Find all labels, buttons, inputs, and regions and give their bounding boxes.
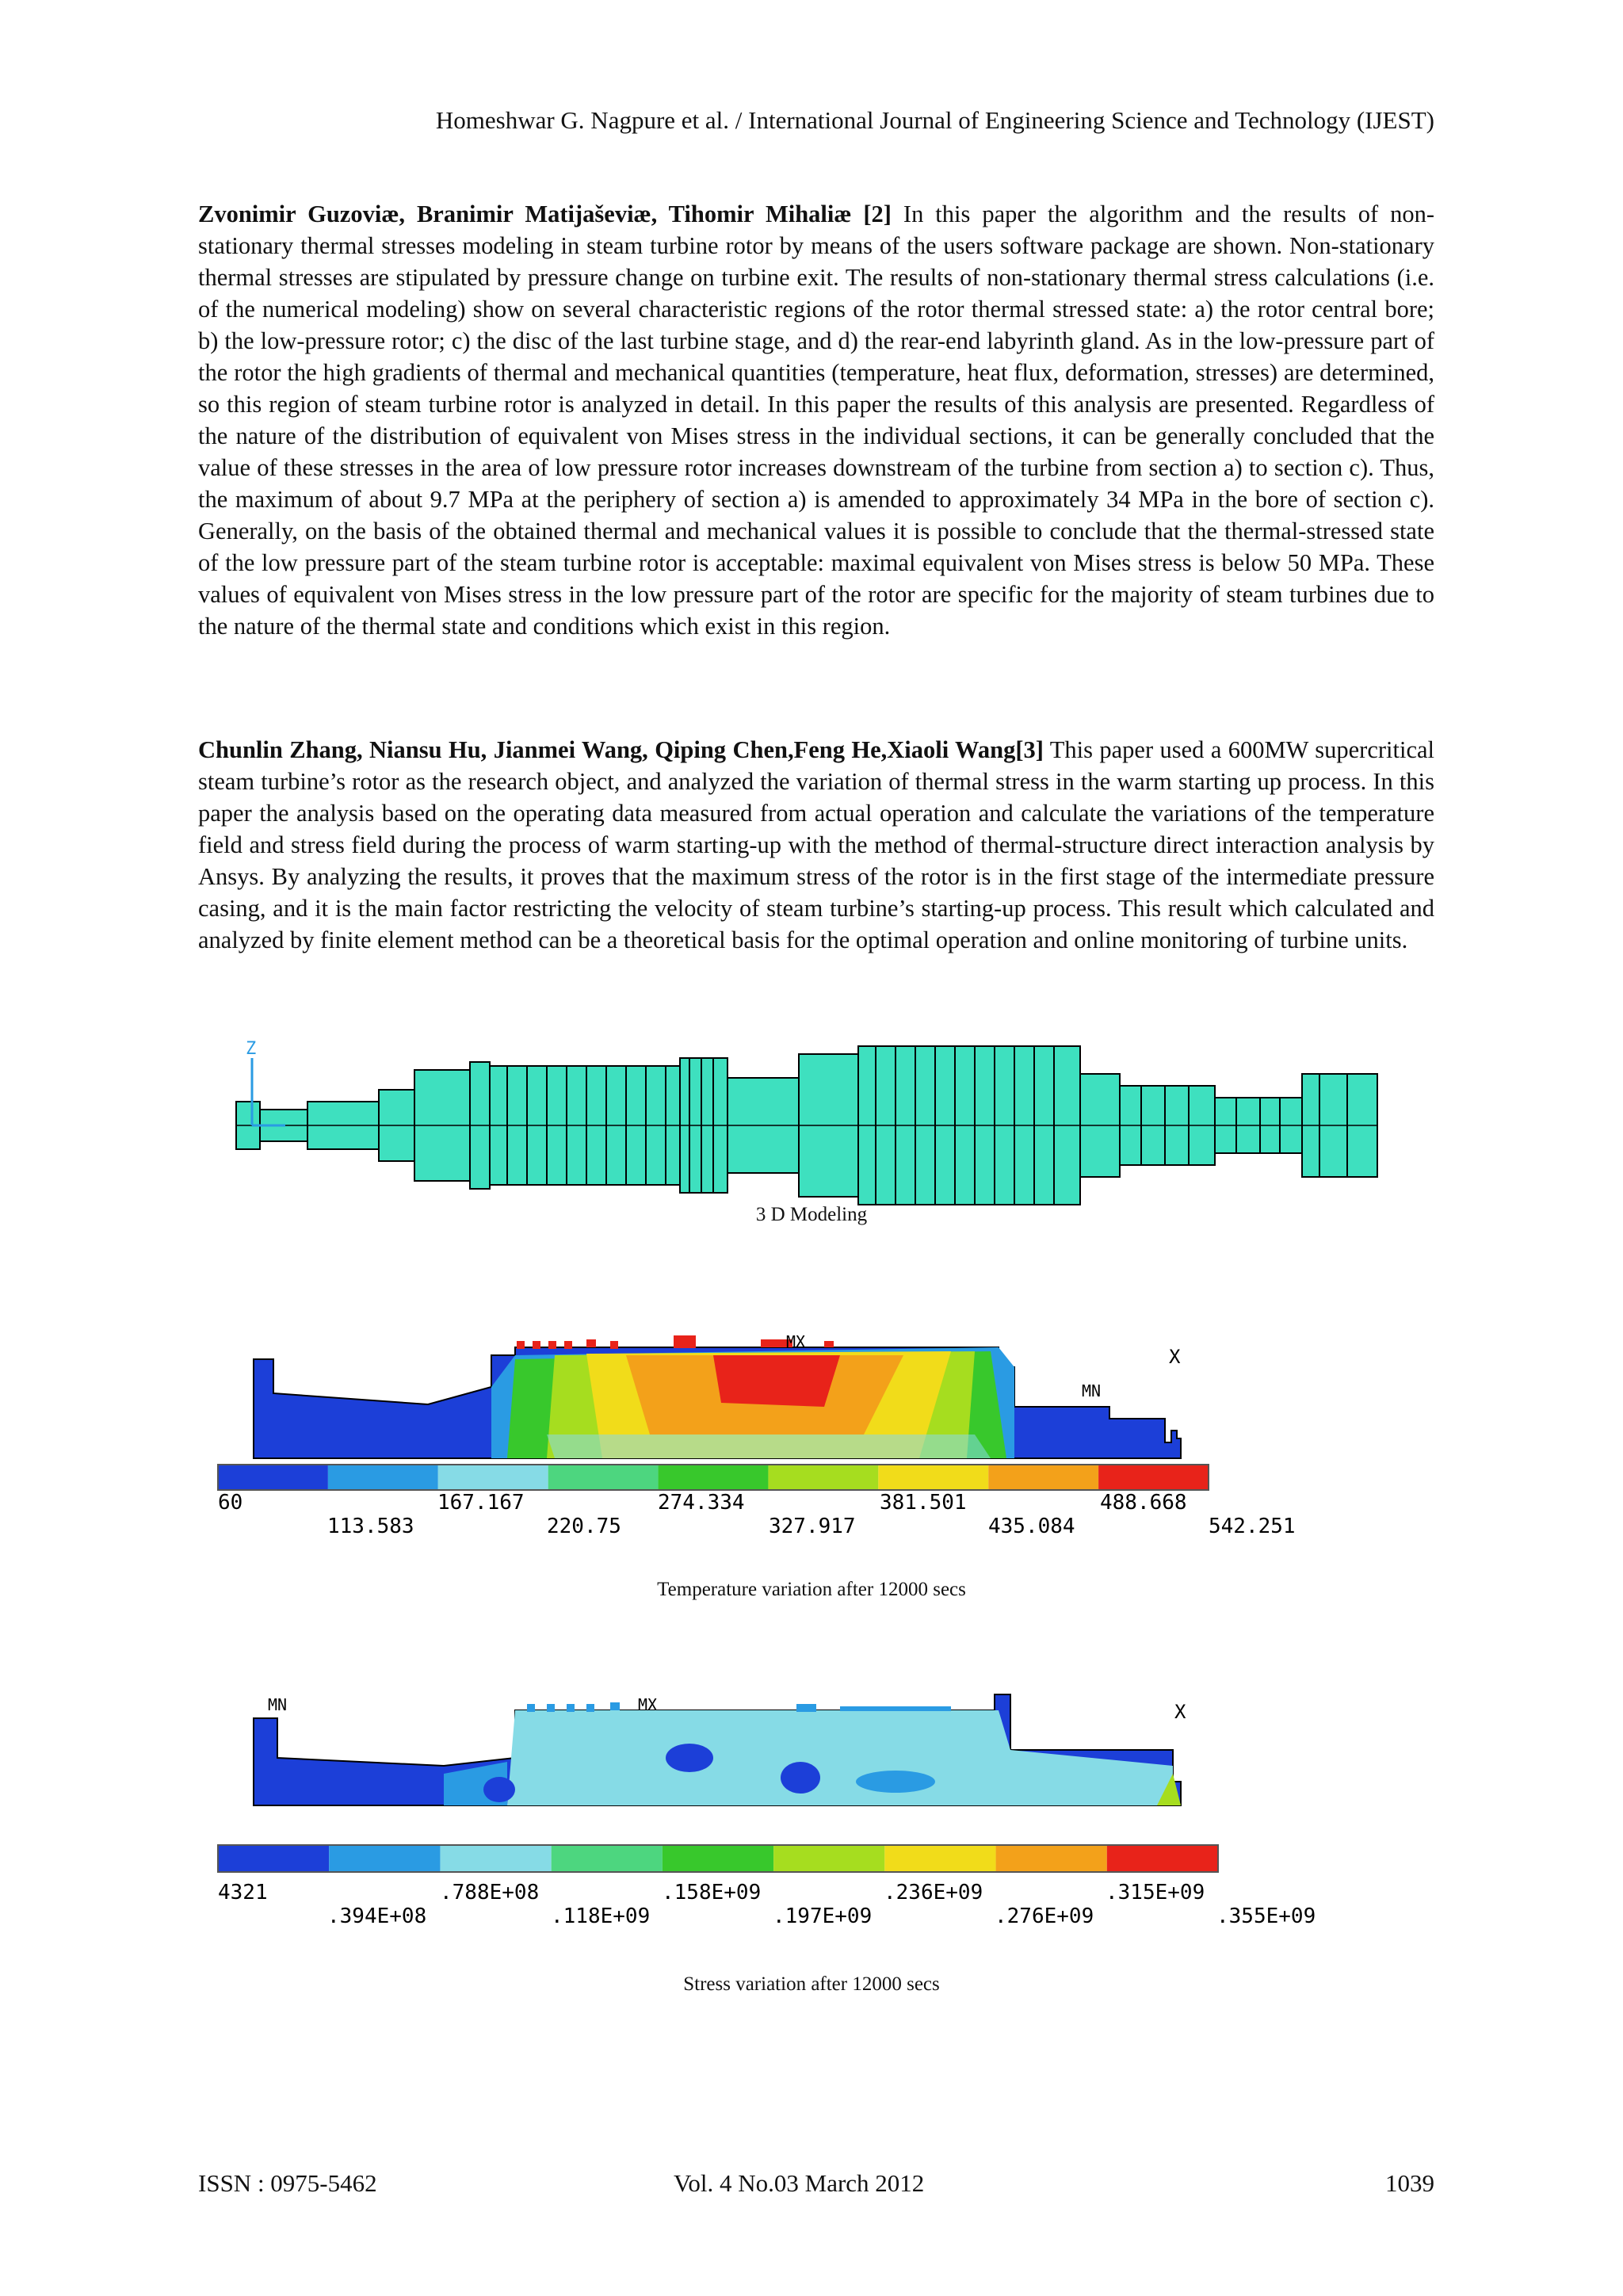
legend-swatch — [1098, 1465, 1209, 1490]
axis-label-x: X — [1169, 1346, 1181, 1368]
legend-label: 381.501 — [880, 1491, 967, 1515]
legend-swatch — [548, 1465, 659, 1490]
min-label: MN — [268, 1695, 288, 1714]
legend-label: .276E+09 — [995, 1904, 1094, 1928]
legend-label: 488.668 — [1100, 1491, 1187, 1515]
legend-swatch — [996, 1845, 1107, 1872]
axis-label-x: X — [1174, 1701, 1186, 1723]
legend-label: 220.75 — [547, 1515, 621, 1538]
figure-stress — [0, 1687, 1623, 1940]
legend-label: 113.583 — [327, 1515, 414, 1538]
axis-label-z: Z — [246, 1039, 257, 1059]
legend-label: 4321 — [218, 1881, 268, 1904]
figure-caption-temperature: Temperature variation after 12000 secs — [657, 1579, 966, 1600]
legend-swatch — [329, 1845, 440, 1872]
stress-legend-labels — [218, 1881, 1316, 1928]
legend-label: 274.334 — [658, 1491, 745, 1515]
footer-volume: Vol. 4 No.03 March 2012 — [674, 2169, 925, 2197]
legend-label: .394E+08 — [327, 1904, 427, 1928]
paragraph-zhang — [198, 734, 1434, 956]
legend-label: .788E+08 — [440, 1881, 540, 1904]
stress-legend-bar — [218, 1845, 1218, 1872]
legend-swatch — [773, 1845, 884, 1872]
legend-swatch — [440, 1845, 551, 1872]
legend-label: 60 — [218, 1491, 243, 1515]
legend-label: .315E+09 — [1106, 1881, 1205, 1904]
legend-swatch — [438, 1465, 548, 1490]
running-head: Homeshwar G. Nagpure et al. / International Journal of Engineering Science and Technology (IJEST) — [435, 106, 1434, 134]
paragraph-guzovic — [198, 198, 1434, 642]
footer-page-number: 1039 — [1385, 2169, 1434, 2197]
min-label: MN — [1082, 1381, 1102, 1400]
legend-swatch — [884, 1845, 995, 1872]
legend-label: .197E+09 — [773, 1904, 873, 1928]
legend-swatch — [328, 1465, 438, 1490]
legend-label: .355E+09 — [1216, 1904, 1316, 1928]
legend-swatch — [552, 1845, 663, 1872]
paragraph-authors: Zvonimir Guzoviæ, Branimir Matijaševiæ, Tihomir Mihaliæ [2] — [198, 201, 892, 227]
legend-swatch — [768, 1465, 878, 1490]
legend-swatch — [878, 1465, 988, 1490]
legend-label: 435.084 — [988, 1515, 1075, 1538]
legend-swatch — [218, 1845, 329, 1872]
footer-issn: ISSN : 0975-5462 — [198, 2169, 377, 2197]
legend-swatch — [659, 1465, 769, 1490]
temperature-contour-plot — [0, 1331, 1623, 1538]
legend-label: .118E+09 — [551, 1904, 651, 1928]
legend-swatch — [663, 1845, 773, 1872]
legend-label: 542.251 — [1209, 1515, 1296, 1538]
legend-label: .158E+09 — [662, 1881, 762, 1904]
figure-caption-stress: Stress variation after 12000 secs — [683, 1973, 940, 1995]
legend-label: 327.917 — [769, 1515, 856, 1538]
paragraph-text: In this paper the algorithm and the results of non-stationary thermal stresses modeling in steam turbine rotor by means of the users software package are shown. Non-stationary thermal stresses are stipulated by pressure change on turbine exit. The results of non-stationary thermal stress calculations (i.e. of the numerical modeling) show on several characteristic regions of the rotor thermal stressed state: a) the rotor central bore; b) the low-pressure rotor; c) the disc of the last turbine stage, and d) the rear-end labyrinth gland. As in the low-pressure part of the rotor the high gradients of thermal and mechanical quantities (temperature, heat flux, deformation, stresses) are determined, so this region of steam turbine rotor is analyzed in detail. In this paper the results of this analysis are presented. Regardless of the nature of the distribution of equivalent von Mises stress in the individual sections, it can be generally concluded that the value of these stresses in the area of low pressure rotor increases downstream of the turbine from section a) to section c). Thus, the maximum of about 9.7 MPa at the periphery of section a) is amended to approximately 34 MPa in the bore of section c). Generally, on the basis of the obtained thermal and mechanical values it is possible to conclude that the thermal-stressed state of the low pressure part of the steam turbine rotor is acceptable: maximal equivalent von Mises stress is below 50 MPa. These values of equivalent von Mises stress in the low pressure part of the rotor are specific for the majority of steam turbines due to the nature of the thermal state and conditions which exist in this region. — [198, 201, 1434, 640]
max-label: MX — [786, 1332, 806, 1351]
legend-label: .236E+09 — [884, 1881, 983, 1904]
stress-contour-plot — [0, 1687, 1623, 1940]
legend-label: 167.167 — [437, 1491, 525, 1515]
figure-temperature — [0, 1331, 1623, 1538]
legend-swatch — [1107, 1845, 1218, 1872]
legend-swatch — [218, 1465, 328, 1490]
figure-caption-model: 3 D Modeling — [755, 1204, 868, 1225]
legend-swatch — [988, 1465, 1098, 1490]
temperature-legend-bar — [218, 1465, 1209, 1490]
max-label: MX — [638, 1695, 658, 1714]
paragraph-authors: Chunlin Zhang, Niansu Hu, Jianmei Wang, Qiping Chen,Feng He,Xiaoli Wang[3] — [198, 736, 1044, 763]
paragraph-text: This paper used a 600MW supercritical steam turbine’s rotor as the research object, and analyzed the variation of thermal stress in the warm starting up process. In this paper the analysis based on the operating data measured from actual operation and calculate the variations of the temperature field and stress field during the process of warm starting-up with the method of thermal-structure direct interaction analysis by Ansys. By analyzing the results, it proves that the maximum stress of the rotor is in the first stage of the intermediate pressure casing, and it is the main factor restricting the velocity of steam turbine’s starting-up process. This result which calculated and analyzed by finite element method can be a theoretical basis for the optimal operation and online monitoring of turbine units. — [198, 736, 1434, 953]
temperature-legend-labels — [218, 1491, 1296, 1538]
